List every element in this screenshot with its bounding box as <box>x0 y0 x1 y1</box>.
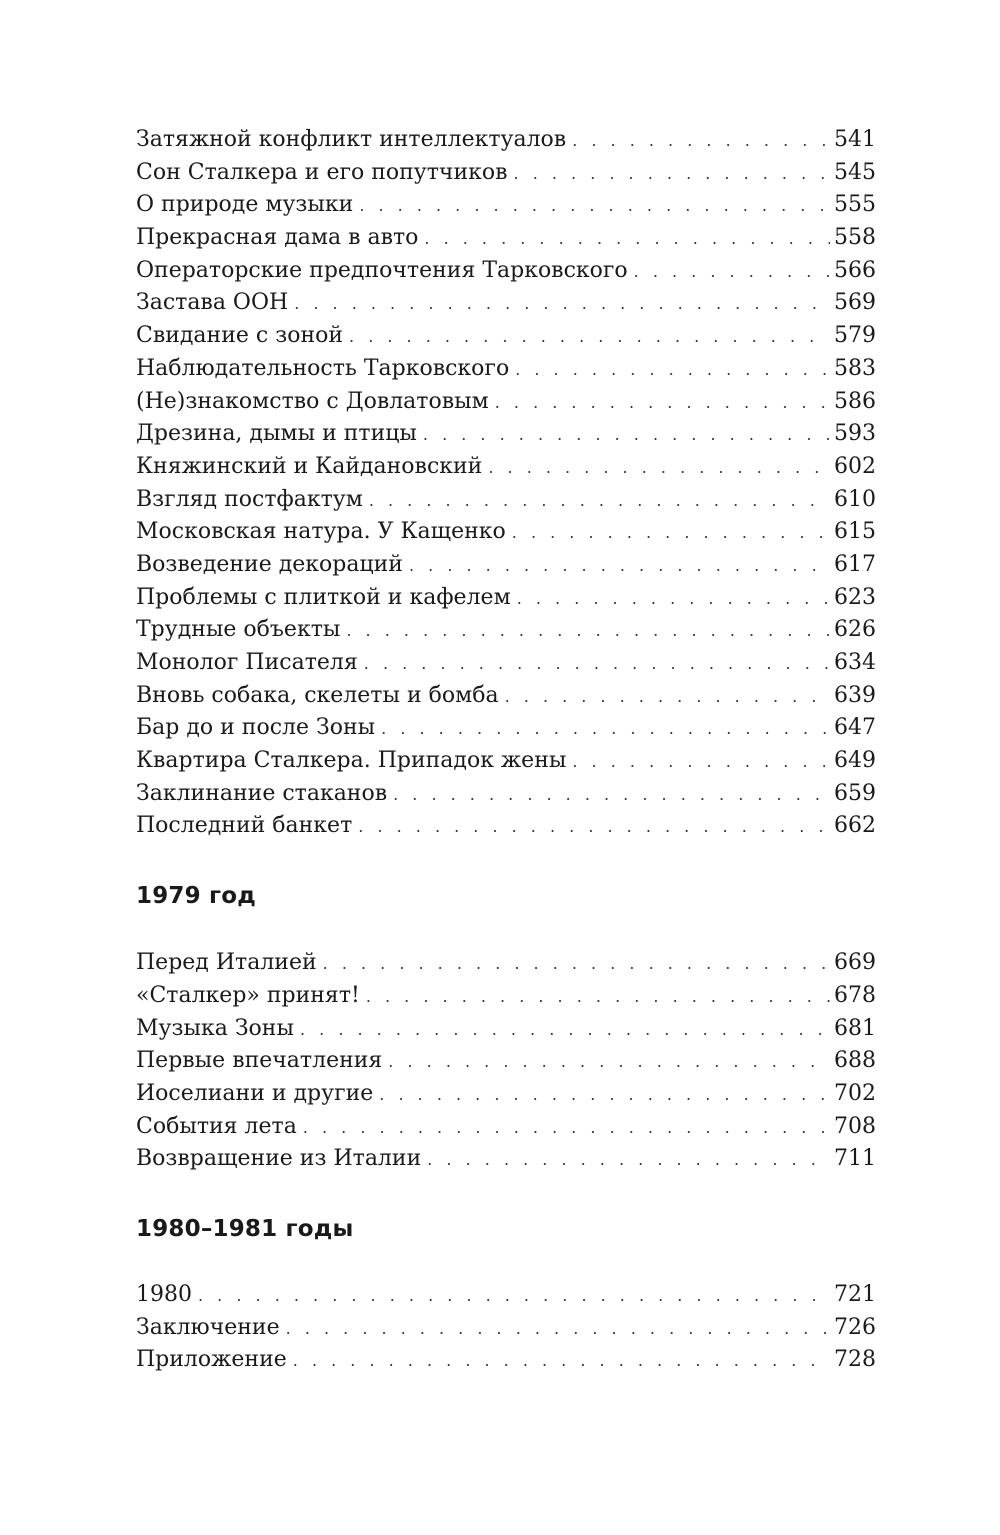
toc-entry[interactable] <box>136 582 876 615</box>
toc-entry-title: Прекрасная дама в авто <box>136 225 419 251</box>
toc-entry-page: 659 <box>834 780 876 806</box>
dot-leader <box>424 223 830 256</box>
toc-entry-page: 634 <box>834 650 876 675</box>
dot-leader <box>517 583 830 616</box>
toc-entry-title: Первые впечатления <box>136 1048 383 1074</box>
dot-leader <box>323 948 830 981</box>
dot-leader <box>379 1079 830 1112</box>
section-heading-1979: 1979 год <box>136 883 257 910</box>
toc-entry-title: Бар до и после Зоны <box>136 715 376 741</box>
toc-entry-title: Затяжной конфликт интеллектуалов <box>136 127 567 152</box>
toc-entry-title: Возвращение из Италии <box>136 1146 422 1172</box>
dot-leader <box>293 1345 830 1378</box>
toc-entry[interactable] <box>136 810 876 843</box>
toc-entry-title: Наблюдательность Тарковского <box>136 355 510 381</box>
toc-entry-page: 569 <box>834 290 876 316</box>
toc-entry[interactable] <box>136 680 876 713</box>
toc-entry-page: 708 <box>834 1113 876 1139</box>
dot-leader <box>286 1313 830 1346</box>
dot-leader <box>512 517 830 550</box>
toc-entry[interactable] <box>136 745 876 778</box>
toc-entry-page: 688 <box>834 1048 876 1074</box>
dot-leader <box>409 550 830 583</box>
dot-leader <box>423 419 830 452</box>
dot-leader <box>366 981 830 1014</box>
toc-entry[interactable] <box>136 189 876 222</box>
toc-entry-title: Княжинский и Кайдановский <box>136 453 483 479</box>
toc-entry-title: Заклинание стаканов <box>136 780 388 806</box>
dot-leader <box>572 125 830 158</box>
toc-entry-page: 555 <box>834 192 876 218</box>
toc-entry-title: Московская натура. У Кащенко <box>136 519 506 545</box>
dot-leader <box>515 354 830 387</box>
toc-entry-title: Возведение декораций <box>136 551 403 577</box>
toc-entry-page: 617 <box>834 551 876 577</box>
dot-leader <box>294 288 830 321</box>
toc-entry-page: 647 <box>834 715 876 741</box>
toc-entry-page: 558 <box>834 225 876 251</box>
toc-group-1979 <box>136 947 876 1176</box>
toc-entry[interactable] <box>136 549 876 582</box>
toc-entry-title: Музыка Зоны <box>136 1015 294 1041</box>
toc-entry-page: 728 <box>834 1347 876 1373</box>
toc-entry[interactable] <box>136 947 876 980</box>
toc-entry-title: «Сталкер» принят! <box>136 982 360 1008</box>
dot-leader <box>634 256 830 289</box>
toc-group-1980-1981 <box>136 1279 876 1377</box>
toc-entry-page: 702 <box>834 1080 876 1106</box>
toc-entry-title: Застава ООН <box>136 290 289 316</box>
toc-entry[interactable] <box>136 647 876 680</box>
toc-entry-title: 1980 <box>136 1281 192 1307</box>
toc-entry-title: (Не)знакомство с Довлатовым <box>136 388 489 414</box>
toc-entry-page: 669 <box>834 950 876 976</box>
toc-entry-title: Трудные объекты <box>136 617 341 643</box>
toc-entry-title: Монолог Писателя <box>136 650 358 675</box>
toc-entry[interactable] <box>136 1344 876 1377</box>
toc-entry-page: 579 <box>834 323 876 349</box>
toc-entry-page: 623 <box>834 584 876 610</box>
dot-leader <box>358 811 830 844</box>
toc-entry-title: Приложение <box>136 1347 287 1373</box>
toc-entry-title: Квартира Сталкера. Припадок жены <box>136 748 567 774</box>
dot-leader <box>381 713 830 746</box>
toc-entry[interactable] <box>136 353 876 386</box>
toc-entry[interactable] <box>136 980 876 1013</box>
toc-entry[interactable] <box>136 1045 876 1078</box>
toc-entry-page: 711 <box>834 1146 876 1172</box>
toc-entry-title: Перед Италией <box>136 950 317 976</box>
dot-leader <box>393 779 830 812</box>
toc-entry[interactable] <box>136 255 876 288</box>
dot-leader <box>198 1280 830 1313</box>
dot-leader <box>388 1046 830 1079</box>
toc-entry[interactable] <box>136 484 876 517</box>
dot-leader <box>505 681 830 714</box>
dot-leader <box>488 452 830 485</box>
toc-entry[interactable] <box>136 320 876 353</box>
toc-entry-page: 615 <box>834 519 876 545</box>
toc-entry-page: 545 <box>834 159 876 185</box>
dot-leader <box>364 648 830 681</box>
table-of-contents <box>136 124 876 1377</box>
toc-entry-page: 678 <box>834 982 876 1008</box>
toc-entry[interactable] <box>136 1111 876 1144</box>
toc-entry-title: Сон Сталкера и его попутчиков <box>136 159 508 185</box>
toc-entry-page: 602 <box>834 453 876 479</box>
toc-entry-page: 583 <box>834 355 876 381</box>
toc-entry[interactable] <box>136 1143 876 1176</box>
toc-entry[interactable] <box>136 222 876 255</box>
dot-leader <box>300 1014 830 1047</box>
toc-entry-page: 721 <box>834 1281 876 1307</box>
toc-entry[interactable] <box>136 516 876 549</box>
toc-entry-page: 639 <box>834 682 876 708</box>
toc-entry-page: 681 <box>834 1015 876 1041</box>
toc-entry-title: Взгляд постфактум <box>136 486 363 512</box>
toc-entry[interactable] <box>136 451 876 484</box>
toc-entry-title: Заключение <box>136 1314 280 1340</box>
toc-entry[interactable] <box>136 1013 876 1046</box>
toc-entry-page: 541 <box>834 127 876 152</box>
toc-entry[interactable] <box>136 1312 876 1345</box>
toc-entry-title: События лета <box>136 1113 297 1139</box>
toc-entry-title: О природе музыки <box>136 192 354 218</box>
toc-entry-title: Проблемы с плиткой и кафелем <box>136 584 511 610</box>
toc-entry[interactable] <box>136 124 876 157</box>
dot-leader <box>427 1144 830 1177</box>
dot-leader <box>349 321 830 354</box>
toc-entry-title: Свидание с зоной <box>136 323 344 349</box>
dot-leader <box>514 158 830 191</box>
toc-entry-title: Дрезина, дымы и птицы <box>136 421 417 447</box>
dot-leader <box>346 615 830 648</box>
dot-leader <box>572 746 830 779</box>
toc-entry-page: 566 <box>834 257 876 283</box>
toc-entry-title: Вновь собака, скелеты и бомба <box>136 682 499 708</box>
toc-entry[interactable] <box>136 1279 876 1312</box>
toc-group-stalker <box>136 124 876 843</box>
toc-entry[interactable] <box>136 712 876 745</box>
toc-entry-title: Иоселиани и другие <box>136 1080 374 1106</box>
toc-entry-page: 593 <box>834 421 876 447</box>
toc-entry-page: 649 <box>834 748 876 774</box>
toc-entry[interactable] <box>136 614 876 647</box>
dot-leader <box>303 1112 830 1145</box>
dot-leader <box>495 387 830 420</box>
dot-leader <box>369 485 830 518</box>
toc-entry[interactable] <box>136 418 876 451</box>
toc-entry-title: Операторские предпочтения Тарковского <box>136 257 628 283</box>
toc-entry-page: 610 <box>834 486 876 512</box>
dot-leader <box>359 190 830 223</box>
toc-entry[interactable] <box>136 287 876 320</box>
toc-entry[interactable] <box>136 386 876 419</box>
toc-entry[interactable] <box>136 157 876 190</box>
toc-entry-page: 662 <box>834 813 876 839</box>
toc-entry[interactable] <box>136 778 876 811</box>
toc-entry-title: Последний банкет <box>136 813 353 839</box>
section-heading-1980-1981: 1980–1981 годы <box>136 1215 354 1242</box>
toc-entry-page: 626 <box>834 617 876 643</box>
toc-entry[interactable] <box>136 1078 876 1111</box>
toc-entry-page: 586 <box>834 388 876 414</box>
toc-entry-page: 726 <box>834 1314 876 1340</box>
